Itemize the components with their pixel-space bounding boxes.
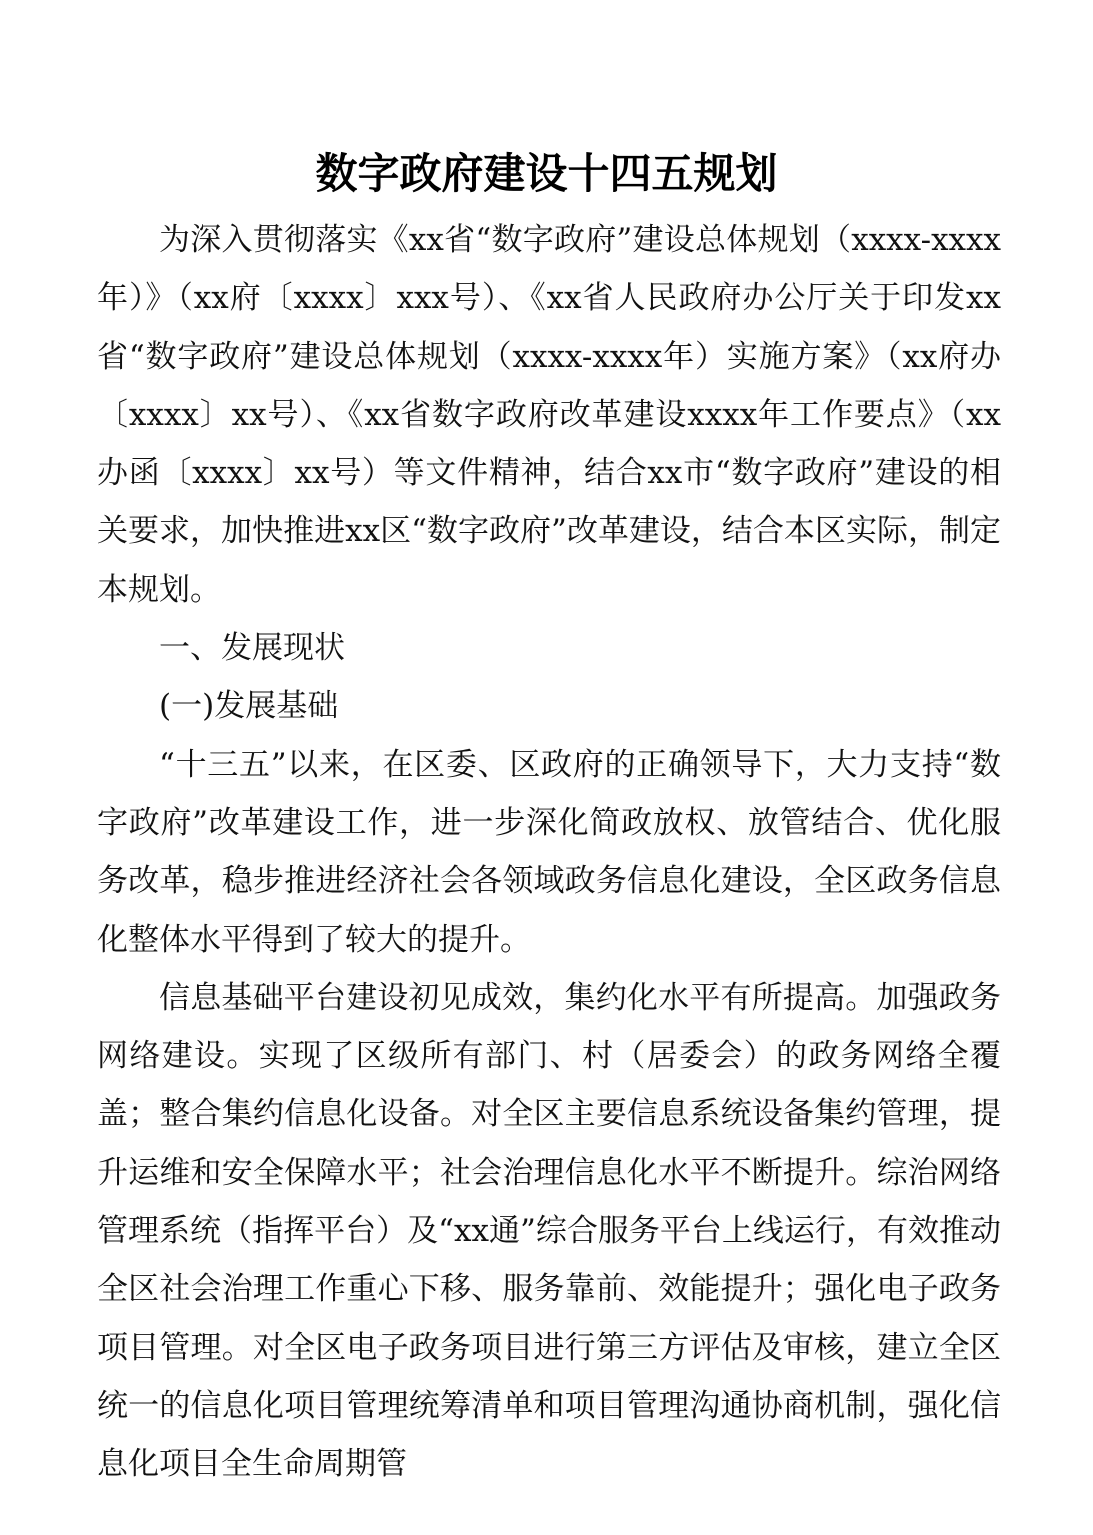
paragraph-intro: 为深入贯彻落实《xx省“数字政府”建设总体规划（xxxx-xxxx年）》（xx府〔xxxx〕xxx号）、《xx省人民政府办公厅关于印发xx省“数字政府”建设总体规划（xxxx-xxxx年）实施方案》（xx府办〔xxxx〕xx号）、《xx省数字政府改革建设xxxx年工作要点》（xx办函〔xxxx〕xx号）等文件精神，结合xx市“数字政府”建设的相关要求，加快推进xx区“数字政府”改革建设，结合本区实际，制定本规划。 [97, 222, 1001, 608]
section-heading-development-status: 一、发展现状 [159, 630, 345, 667]
document-body [97, 211, 1001, 1494]
subsection-heading-development-basis: (一)发展基础 [159, 688, 339, 725]
paragraph-infrastructure: 信息基础平台建设初见成效，集约化水平有所提高。加强政务网络建设。实现了区级所有部门、村（居委会）的政务网络全覆盖；整合集约信息化设备。对全区主要信息系统设备集约管理，提升运维和安全保障水平；社会治理信息化水平不断提升。综治网络管理系统（指挥平台）及“xx通”综合服务平台上线运行，有效推动全区社会治理工作重心下移、服务靠前、效能提升；强化电子政务项目管理。对全区电子政务项目进行第三方评估及审核，建立全区统一的信息化项目管理统筹清单和项目管理沟通协商机制，强化信息化项目全生命周期管 [97, 979, 1001, 1483]
paragraph-thirteenth-five: “十三五”以来，在区委、区政府的正确领导下，大力支持“数字政府”改革建设工作，进一步深化简政放权、放管结合、优化服务改革，稳步推进经济社会各领域政务信息化建设，全区政务信息化整体水平得到了较大的提升。 [97, 746, 1001, 958]
document-title: 数字政府建设十四五规划 [315, 149, 778, 198]
